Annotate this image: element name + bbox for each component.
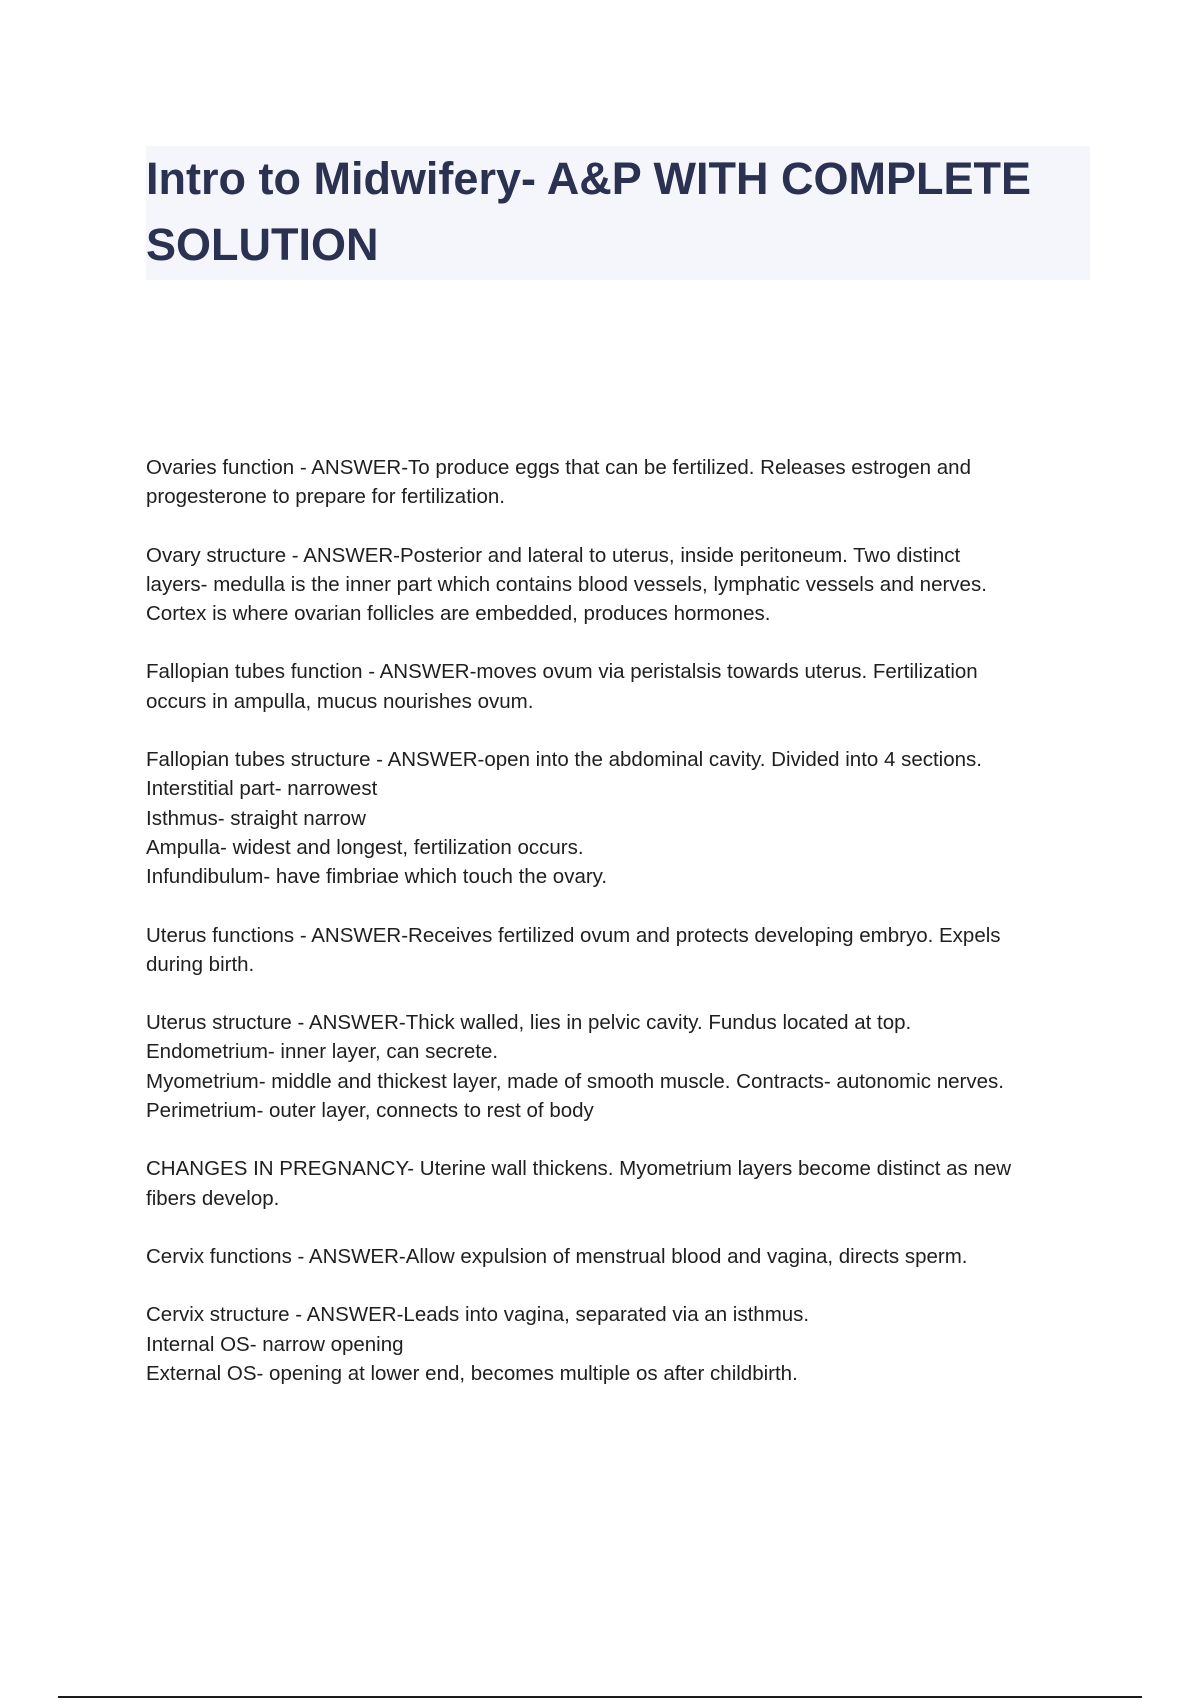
text-line: Cervix structure - ANSWER-Leads into vagina, separated via an isthmus. (146, 1303, 810, 1327)
title-line-2: SOLUTION (146, 219, 379, 270)
text-line: Cervix functions - ANSWER-Allow expulsion of menstrual blood and vagina, directs sperm. (146, 1244, 968, 1268)
text-line: CHANGES IN PREGNANCY- Uterine wall thickens. Myometrium layers become distinct as new (146, 1157, 1012, 1181)
qa-block-cervix-structure (146, 1300, 1096, 1388)
text-line: occurs in ampulla, mucus nourishes ovum. (146, 689, 534, 713)
title-line-1: Intro to Midwifery- A&P WITH COMPLETE (146, 153, 1031, 204)
text-line: Isthmus- straight narrow (146, 806, 366, 830)
text-line: Infundibulum- have fimbriae which touch the ovary. (146, 865, 608, 889)
text-line: External OS- opening at lower end, becomes multiple os after childbirth. (146, 1361, 798, 1385)
qa-block-fallopian-function (146, 657, 1096, 716)
qa-block-cervix-functions (146, 1242, 1096, 1271)
title-banner (146, 146, 1090, 280)
text-line: Endometrium- inner layer, can secrete. (146, 1040, 499, 1064)
text-line: Myometrium- middle and thickest layer, made of smooth muscle. Contracts- autonomic nerves. (146, 1069, 1004, 1093)
document-title (146, 146, 1090, 278)
text-line: fibers develop. (146, 1186, 280, 1210)
text-line: Uterus structure - ANSWER-Thick walled, lies in pelvic cavity. Fundus located at top. (146, 1011, 912, 1035)
footer-divider (58, 1696, 1142, 1698)
text-line: during birth. (146, 952, 255, 976)
qa-block-changes-in-pregnancy (146, 1154, 1096, 1213)
text-line: Fallopian tubes structure - ANSWER-open into the abdominal cavity. Divided into 4 sections. (146, 748, 982, 772)
text-line: Uterus functions - ANSWER-Receives fertilized ovum and protects developing embryo. Expels (146, 923, 1001, 947)
text-line: Ampulla- widest and longest, fertilization occurs. (146, 835, 584, 859)
text-line: Perimetrium- outer layer, connects to rest of body (146, 1099, 594, 1123)
qa-block-fallopian-structure (146, 745, 1096, 891)
text-line: Ovaries function - ANSWER-To produce eggs that can be fertilized. Releases estrogen and (146, 456, 971, 479)
document-body (146, 453, 1096, 1417)
qa-block-uterus-functions (146, 921, 1096, 980)
text-line: Internal OS- narrow opening (146, 1332, 404, 1356)
text-line: Fallopian tubes function - ANSWER-moves ovum via peristalsis towards uterus. Fertilization (146, 660, 978, 684)
text-line: Interstitial part- narrowest (146, 777, 378, 801)
qa-block-uterus-structure (146, 1008, 1096, 1125)
text-line: layers- medulla is the inner part which contains blood vessels, lymphatic vessels and nerves. (146, 572, 987, 596)
qa-block-ovaries-function (146, 453, 1096, 512)
text-line: Cortex is where ovarian follicles are embedded, produces hormones. (146, 602, 771, 626)
text-line: Ovary structure - ANSWER-Posterior and lateral to uterus, inside peritoneum. Two distinct (146, 543, 961, 567)
text-line: progesterone to prepare for fertilization. (146, 485, 505, 509)
qa-block-ovary-structure (146, 541, 1096, 629)
